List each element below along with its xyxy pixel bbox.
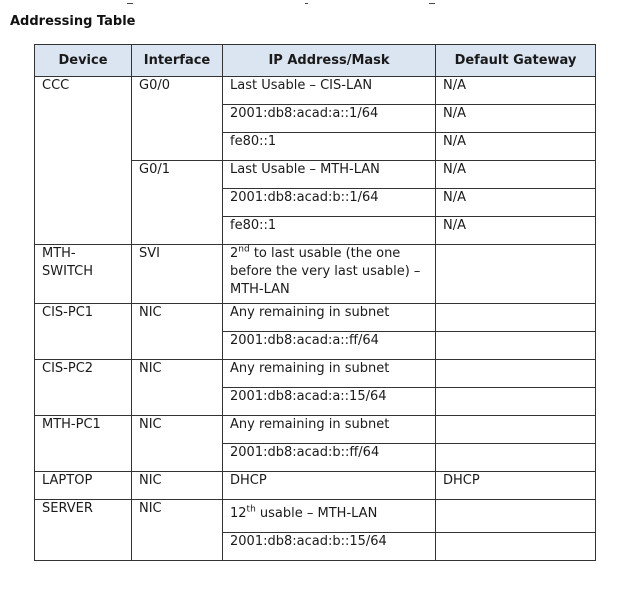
ip-cell: 2001:db8:acad:b::15/64 — [223, 533, 436, 561]
ip-cell: Last Usable – MTH-LAN — [223, 161, 436, 189]
table-row — [35, 77, 596, 105]
device-cell: SERVER — [35, 500, 132, 561]
gateway-cell: N/A — [436, 77, 596, 105]
gateway-cell — [436, 332, 596, 360]
header-default-gateway: Default Gateway — [436, 45, 596, 77]
ip-description: to last usable (the one before the very last usable) – MTH-LAN — [230, 246, 421, 297]
interface-cell: NIC — [132, 416, 223, 472]
gateway-cell — [436, 388, 596, 416]
ordinal-suffix: nd — [238, 244, 250, 255]
ordinal-number: 2 — [230, 246, 239, 261]
ip-cell: 2001:db8:acad:a::1/64 — [223, 105, 436, 133]
table-row — [35, 472, 596, 500]
table-row — [35, 304, 596, 332]
header-interface: Interface — [132, 45, 223, 77]
ip-cell: Any remaining in subnet — [223, 416, 436, 444]
gateway-cell: N/A — [436, 217, 596, 245]
gateway-cell — [436, 360, 596, 388]
ip-cell: Any remaining in subnet — [223, 304, 436, 332]
device-cell: CCC — [35, 77, 132, 245]
ordinal-number: 12 — [230, 506, 247, 521]
ip-cell: Last Usable – CIS-LAN — [223, 77, 436, 105]
gateway-cell — [436, 304, 596, 332]
gateway-cell — [436, 500, 596, 533]
ip-cell: 2001:db8:acad:b::1/64 — [223, 189, 436, 217]
table-title: Addressing Table — [10, 14, 136, 29]
header-row — [35, 45, 596, 77]
interface-cell: G0/0 — [132, 77, 223, 161]
device-cell: MTH-PC1 — [35, 416, 132, 472]
device-cell: LAPTOP — [35, 472, 132, 500]
header-device: Device — [35, 45, 132, 77]
ip-cell: DHCP — [223, 472, 436, 500]
interface-cell: NIC — [132, 304, 223, 360]
header-ip-address: IP Address/Mask — [223, 45, 436, 77]
interface-cell: NIC — [132, 360, 223, 416]
gateway-cell: N/A — [436, 105, 596, 133]
ordinal-suffix: th — [246, 504, 256, 515]
ip-cell — [223, 500, 436, 533]
interface-cell: NIC — [132, 500, 223, 561]
table-row — [35, 360, 596, 388]
gateway-cell — [436, 533, 596, 561]
ip-cell: 2001:db8:acad:a::ff/64 — [223, 332, 436, 360]
ip-cell: fe80::1 — [223, 217, 436, 245]
table-row — [35, 245, 596, 304]
addressing-table — [34, 44, 596, 561]
device-cell: MTH- SWITCH — [35, 245, 132, 304]
ip-cell: 2001:db8:acad:a::15/64 — [223, 388, 436, 416]
ip-cell: Any remaining in subnet — [223, 360, 436, 388]
table-row — [35, 500, 596, 533]
ip-cell: 2001:db8:acad:b::ff/64 — [223, 444, 436, 472]
ip-cell: fe80::1 — [223, 133, 436, 161]
gateway-cell — [436, 245, 596, 304]
gateway-cell: N/A — [436, 133, 596, 161]
ip-description: usable – MTH-LAN — [255, 506, 378, 521]
device-cell: CIS-PC2 — [35, 360, 132, 416]
gateway-cell: N/A — [436, 161, 596, 189]
top-edge-marks — [0, 0, 626, 6]
gateway-cell: DHCP — [436, 472, 596, 500]
gateway-cell — [436, 416, 596, 444]
interface-cell: SVI — [132, 245, 223, 304]
gateway-cell: N/A — [436, 189, 596, 217]
interface-cell: NIC — [132, 472, 223, 500]
ip-cell — [223, 245, 436, 304]
interface-cell: G0/1 — [132, 161, 223, 245]
table-row — [35, 416, 596, 444]
gateway-cell — [436, 444, 596, 472]
device-cell: CIS-PC1 — [35, 304, 132, 360]
